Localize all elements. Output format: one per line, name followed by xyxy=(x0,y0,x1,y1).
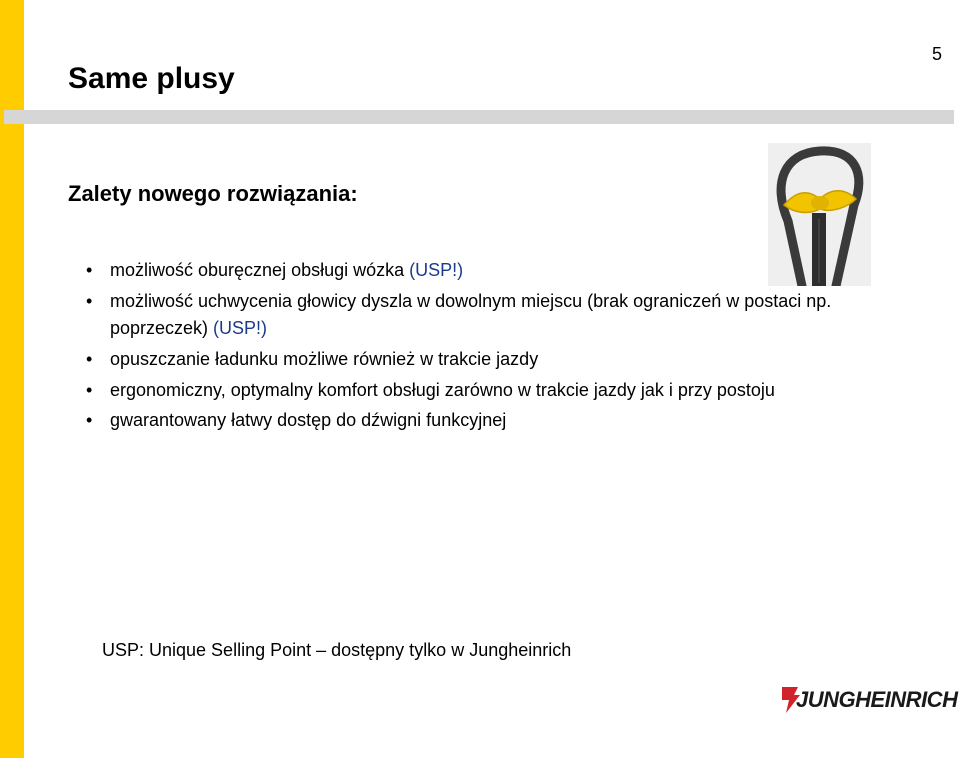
jungheinrich-logo xyxy=(778,684,957,716)
bullet-text: ergonomiczny, optymalny komfort obsługi zarówno w trakcie jazdy jak i przy postoju xyxy=(110,380,775,400)
bullet-icon: • xyxy=(86,291,93,311)
bullet-text: opuszczanie ładunku możliwe również w trakcie jazdy xyxy=(110,349,539,369)
bullet-icon: • xyxy=(86,380,93,400)
section-subtitle: Zalety nowego rozwiązania: xyxy=(68,181,358,206)
list-item xyxy=(86,257,886,284)
title-divider xyxy=(4,110,954,124)
list-item xyxy=(86,377,886,404)
list-item xyxy=(86,346,886,373)
list-item xyxy=(86,407,886,434)
bullet-text: możliwość oburęcznej obsługi wózka xyxy=(110,260,410,280)
usp-tag: (USP!) xyxy=(213,318,268,338)
list-item xyxy=(86,288,886,342)
bullet-icon: • xyxy=(86,260,93,280)
bullet-text: gwarantowany łatwy dostęp do dźwigni funkcyjnej xyxy=(110,410,507,430)
logo-wordmark: JUNGHEINRICH xyxy=(796,687,958,712)
usp-tag: (USP!) xyxy=(409,260,464,280)
bullet-icon: • xyxy=(86,349,93,369)
page-number: 5 xyxy=(932,44,943,64)
bullet-icon: • xyxy=(86,410,93,430)
advantages-list xyxy=(86,257,886,438)
usp-footnote: USP: Unique Selling Point – dostępny tylko w Jungheinrich xyxy=(102,640,572,660)
bullet-text: możliwość uchwycenia głowicy dyszla w dowolnym miejscu (brak ograniczeń w postaci np. poprzeczek) xyxy=(110,291,832,338)
slide-title: Same plusy xyxy=(68,62,235,95)
